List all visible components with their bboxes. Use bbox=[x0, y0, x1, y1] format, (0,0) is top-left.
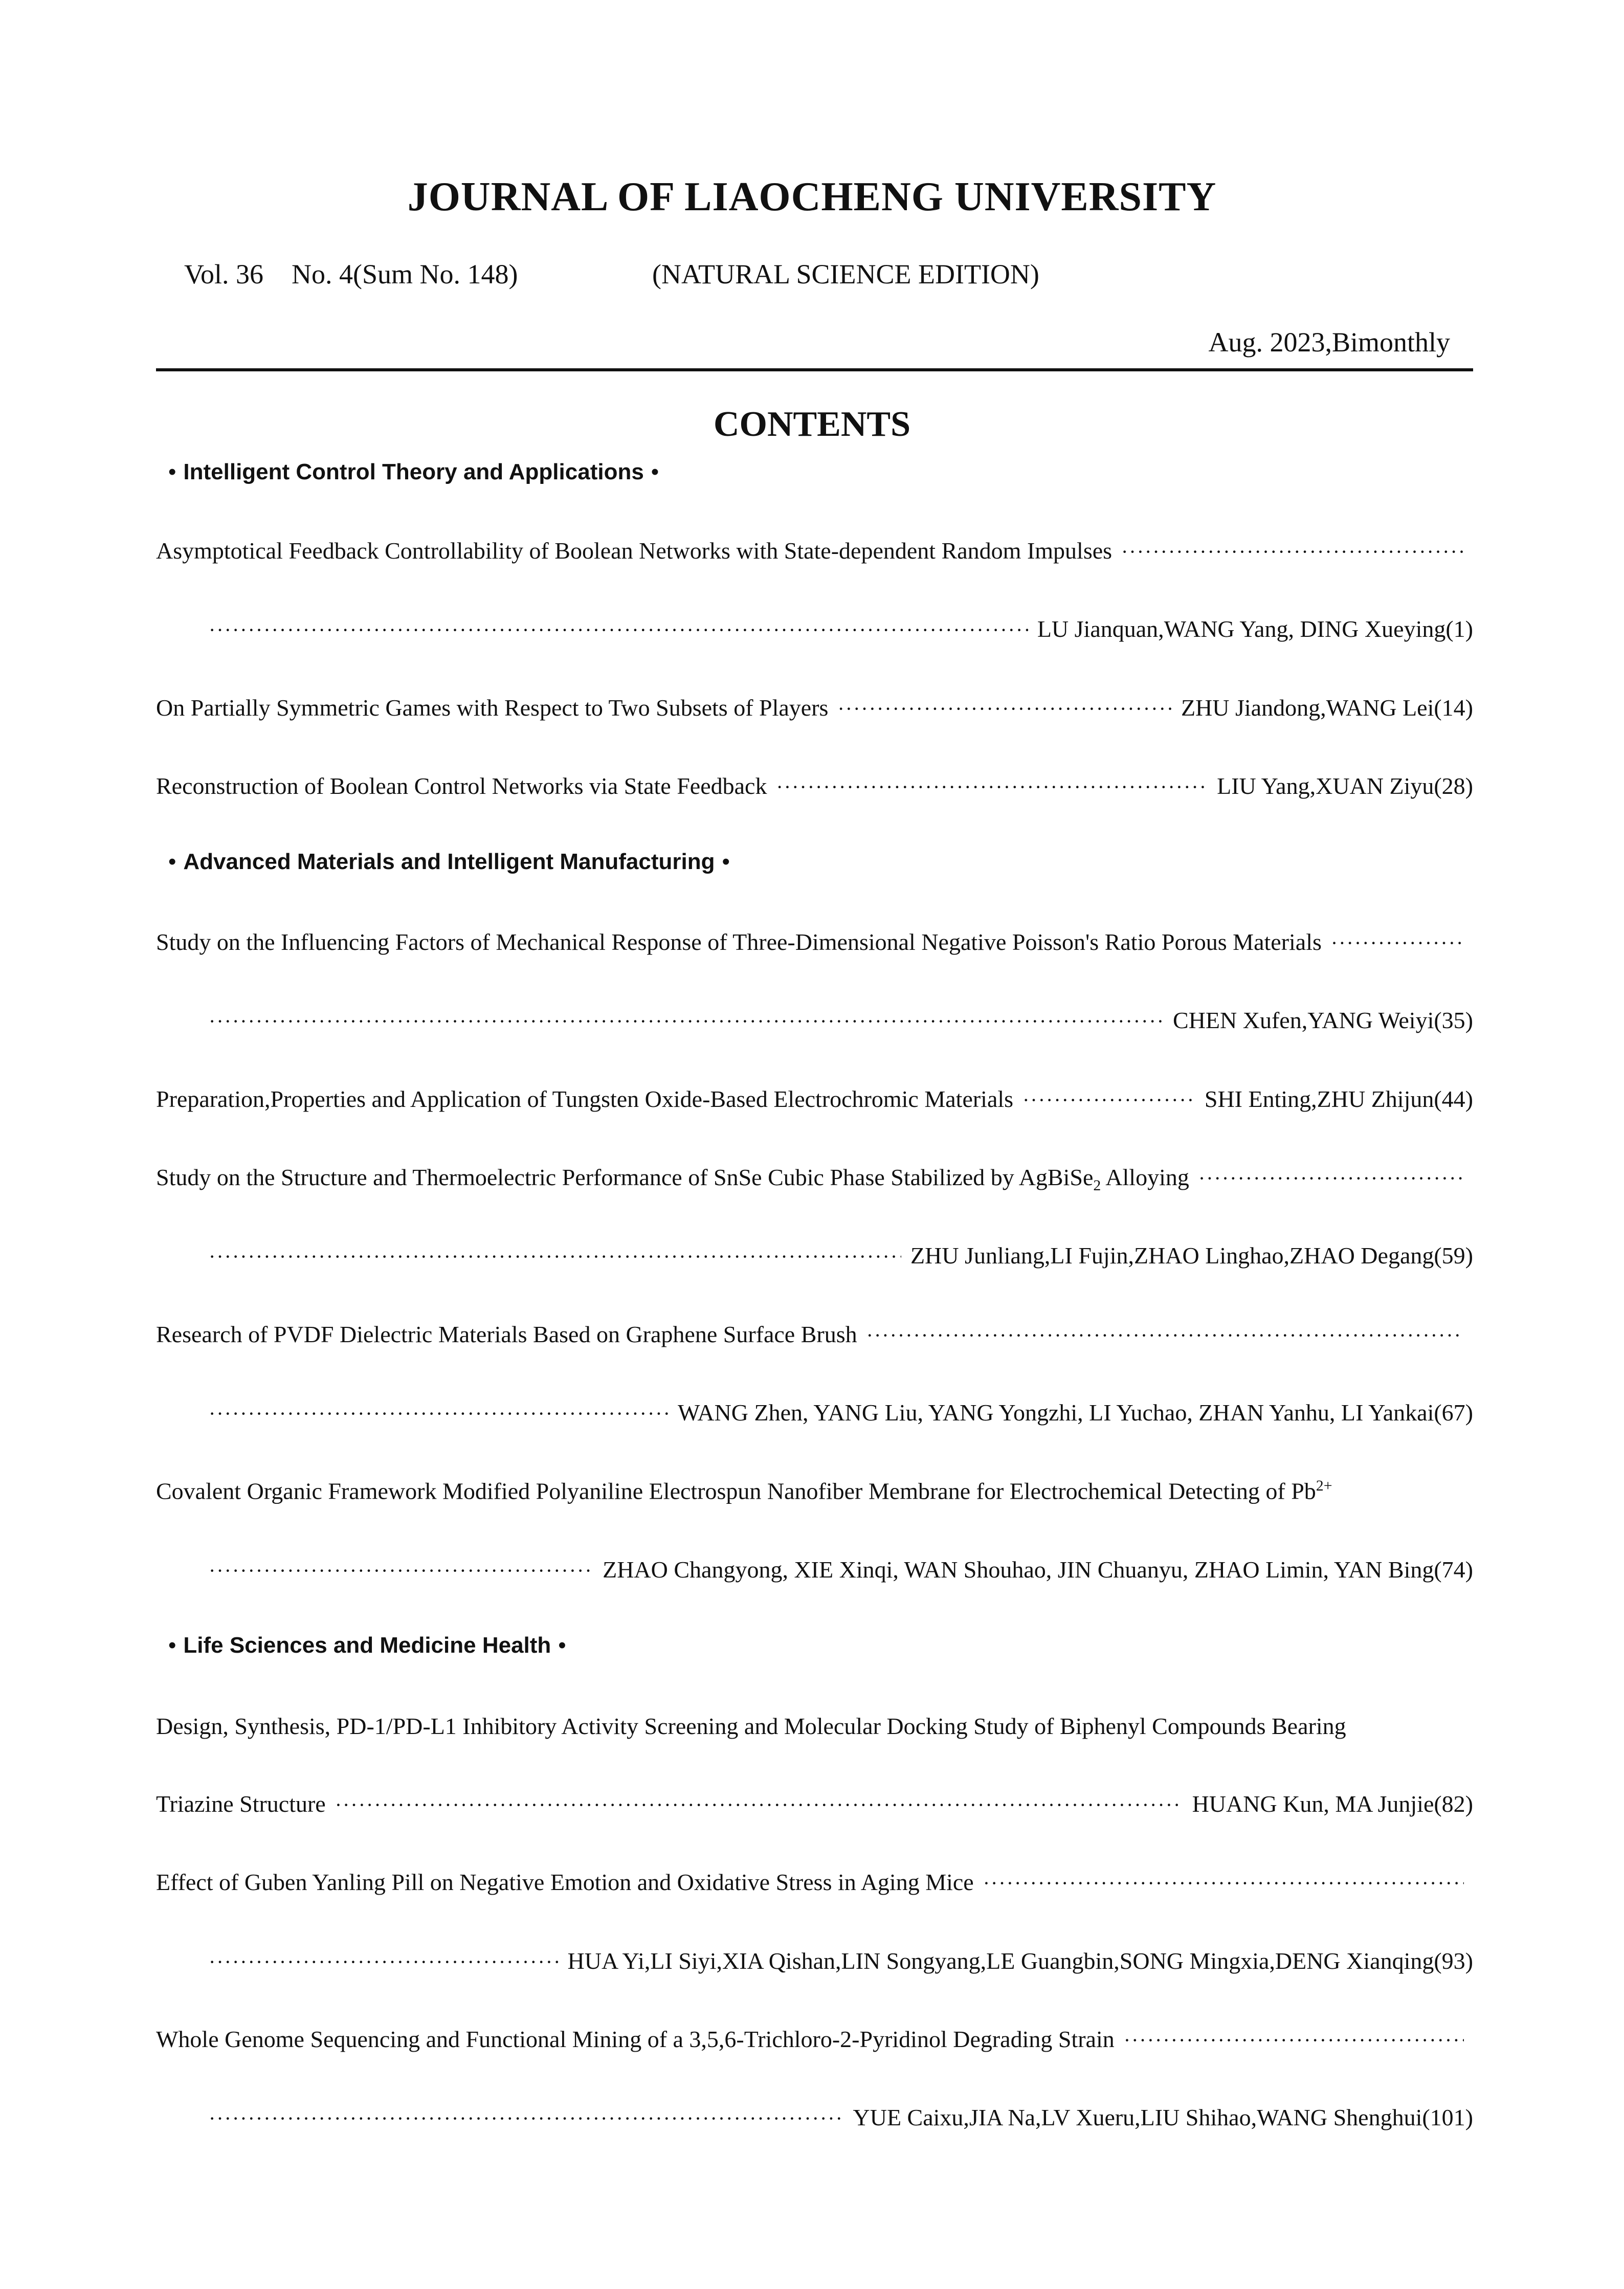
edition: (NATURAL SCIENCE EDITION) bbox=[652, 259, 1039, 290]
toc-entry-cont bbox=[199, 1947, 1473, 1978]
dot-leader bbox=[209, 1402, 669, 1426]
article-authors: LU Jianquan,WANG Yang, DING Xueying(1) bbox=[1037, 616, 1473, 642]
article-title[interactable]: Study on the Influencing Factors of Mechanical Response of Three-Dimensional Negative Poisson's Ratio Porous Materials bbox=[156, 929, 1322, 955]
dot-leader bbox=[776, 775, 1208, 799]
dot-leader bbox=[209, 1950, 559, 1974]
dot-leader bbox=[1124, 2028, 1464, 2052]
issue: No. 4(Sum No. 148) bbox=[292, 259, 518, 290]
article-title[interactable]: Effect of Guben Yanling Pill on Negative Emotion and Oxidative Stress in Aging Mice bbox=[156, 1869, 974, 1895]
toc-entry-cont bbox=[199, 1007, 1473, 1037]
toc-entry-cont bbox=[199, 1556, 1473, 1587]
article-title[interactable]: Research of PVDF Dielectric Materials Based on Graphene Surface Brush bbox=[156, 1321, 857, 1347]
dot-leader bbox=[335, 1793, 1183, 1817]
article-title[interactable]: On Partially Symmetric Games with Respect to Two Subsets of Players bbox=[156, 695, 829, 721]
article-authors: WANG Zhen, YANG Liu, YANG Yongzhi, LI Yuchao, ZHAN Yanhu, LI Yankai(67) bbox=[678, 1399, 1473, 1426]
article-authors: SHI Enting,ZHU Zhijun(44) bbox=[1204, 1086, 1473, 1112]
dot-leader bbox=[209, 618, 1028, 642]
contents-heading: CONTENTS bbox=[713, 405, 911, 444]
volume: Vol. 36 bbox=[184, 259, 264, 290]
toc-entry[interactable] bbox=[156, 694, 1473, 725]
issue-date: Aug. 2023,Bimonthly bbox=[1208, 327, 1450, 358]
toc-entry-cont bbox=[156, 1790, 1473, 1821]
dot-leader bbox=[1198, 1166, 1464, 1190]
article-title[interactable]: Covalent Organic Framework Modified Polyaniline Electrospun Nanofiber Membrane for Electrochemical Detecting of $Pb^{2+}$ bbox=[156, 1477, 1332, 1504]
journal-title: JOURNAL OF LIAOCHENG UNIVERSITY bbox=[407, 174, 1217, 219]
article-title-cont[interactable]: Triazine Structure bbox=[156, 1791, 326, 1817]
article-authors: ZHU Jiandong,WANG Lei(14) bbox=[1181, 695, 1473, 721]
toc-entry[interactable] bbox=[156, 1164, 1473, 1194]
toc-entry[interactable] bbox=[156, 1085, 1473, 1116]
dot-leader bbox=[866, 1323, 1464, 1347]
article-authors: CHEN Xufen,YANG Weiyi(35) bbox=[1173, 1007, 1473, 1033]
dot-leader bbox=[1121, 540, 1464, 564]
dot-leader bbox=[983, 1871, 1464, 1895]
toc-entry[interactable] bbox=[156, 1477, 1473, 1508]
toc-entry[interactable] bbox=[156, 772, 1473, 803]
section-heading: • Life Sciences and Medicine Health • bbox=[168, 1633, 566, 1658]
article-title[interactable]: Preparation,Properties and Application of Tungsten Oxide-Based Electrochromic Materials bbox=[156, 1086, 1014, 1112]
article-authors: LIU Yang,XUAN Ziyu(28) bbox=[1217, 773, 1473, 799]
article-title[interactable]: Whole Genome Sequencing and Functional Mining of a 3,5,6-Trichloro-2-Pyridinol Degrading Strain bbox=[156, 2026, 1115, 2052]
article-authors: YUE Caixu,JIA Na,LV Xueru,LIU Shihao,WANG Shenghui(101) bbox=[853, 2104, 1473, 2130]
dot-leader bbox=[209, 1559, 593, 1583]
section-heading: • Intelligent Control Theory and Applications • bbox=[168, 459, 659, 484]
dot-leader bbox=[1331, 931, 1464, 955]
toc-entry-cont bbox=[199, 1399, 1473, 1430]
section-heading: • Advanced Materials and Intelligent Manufacturing • bbox=[168, 849, 730, 874]
dot-leader bbox=[209, 1009, 1164, 1033]
toc-entry-cont bbox=[199, 615, 1473, 646]
article-title[interactable]: Reconstruction of Boolean Control Networks via State Feedback bbox=[156, 773, 767, 799]
toc-entry-cont bbox=[199, 1242, 1473, 1273]
toc-entry[interactable] bbox=[156, 1321, 1473, 1351]
toc-entry-cont bbox=[199, 2104, 1473, 2135]
toc-entry[interactable] bbox=[156, 928, 1473, 959]
toc-entry[interactable] bbox=[156, 537, 1473, 568]
dot-leader bbox=[209, 2106, 844, 2130]
article-title[interactable]: Design, Synthesis, PD-1/PD-L1 Inhibitory Activity Screening and Molecular Docking Study of Biphenyl Compounds Bearing bbox=[156, 1713, 1346, 1739]
dot-leader bbox=[837, 697, 1172, 721]
toc-entry[interactable] bbox=[156, 2026, 1473, 2056]
article-authors: ZHU Junliang,LI Fujin,ZHAO Linghao,ZHAO Degang(59) bbox=[910, 1242, 1473, 1269]
toc-entry[interactable] bbox=[156, 1869, 1473, 1899]
article-title[interactable]: Asymptotical Feedback Controllability of Boolean Networks with State-dependent Random Impulses bbox=[156, 538, 1113, 564]
dot-leader bbox=[209, 1244, 901, 1269]
article-title[interactable]: Study on the Structure and Thermoelectric Performance of SnSe Cubic Phase Stabilized by AgBiSe$_2$ Alloying bbox=[156, 1164, 1189, 1194]
dot-leader bbox=[1022, 1088, 1195, 1112]
toc-entry[interactable] bbox=[156, 1713, 1473, 1743]
article-authors: ZHAO Changyong, XIE Xinqi, WAN Shouhao, JIN Chuanyu, ZHAO Limin, YAN Bing(74) bbox=[603, 1557, 1473, 1583]
article-authors: HUA Yi,LI Siyi,XIA Qishan,LIN Songyang,LE Guangbin,SONG Mingxia,DENG Xianqing(93) bbox=[567, 1948, 1473, 1974]
article-authors: HUANG Kun, MA Junjie(82) bbox=[1192, 1791, 1473, 1817]
